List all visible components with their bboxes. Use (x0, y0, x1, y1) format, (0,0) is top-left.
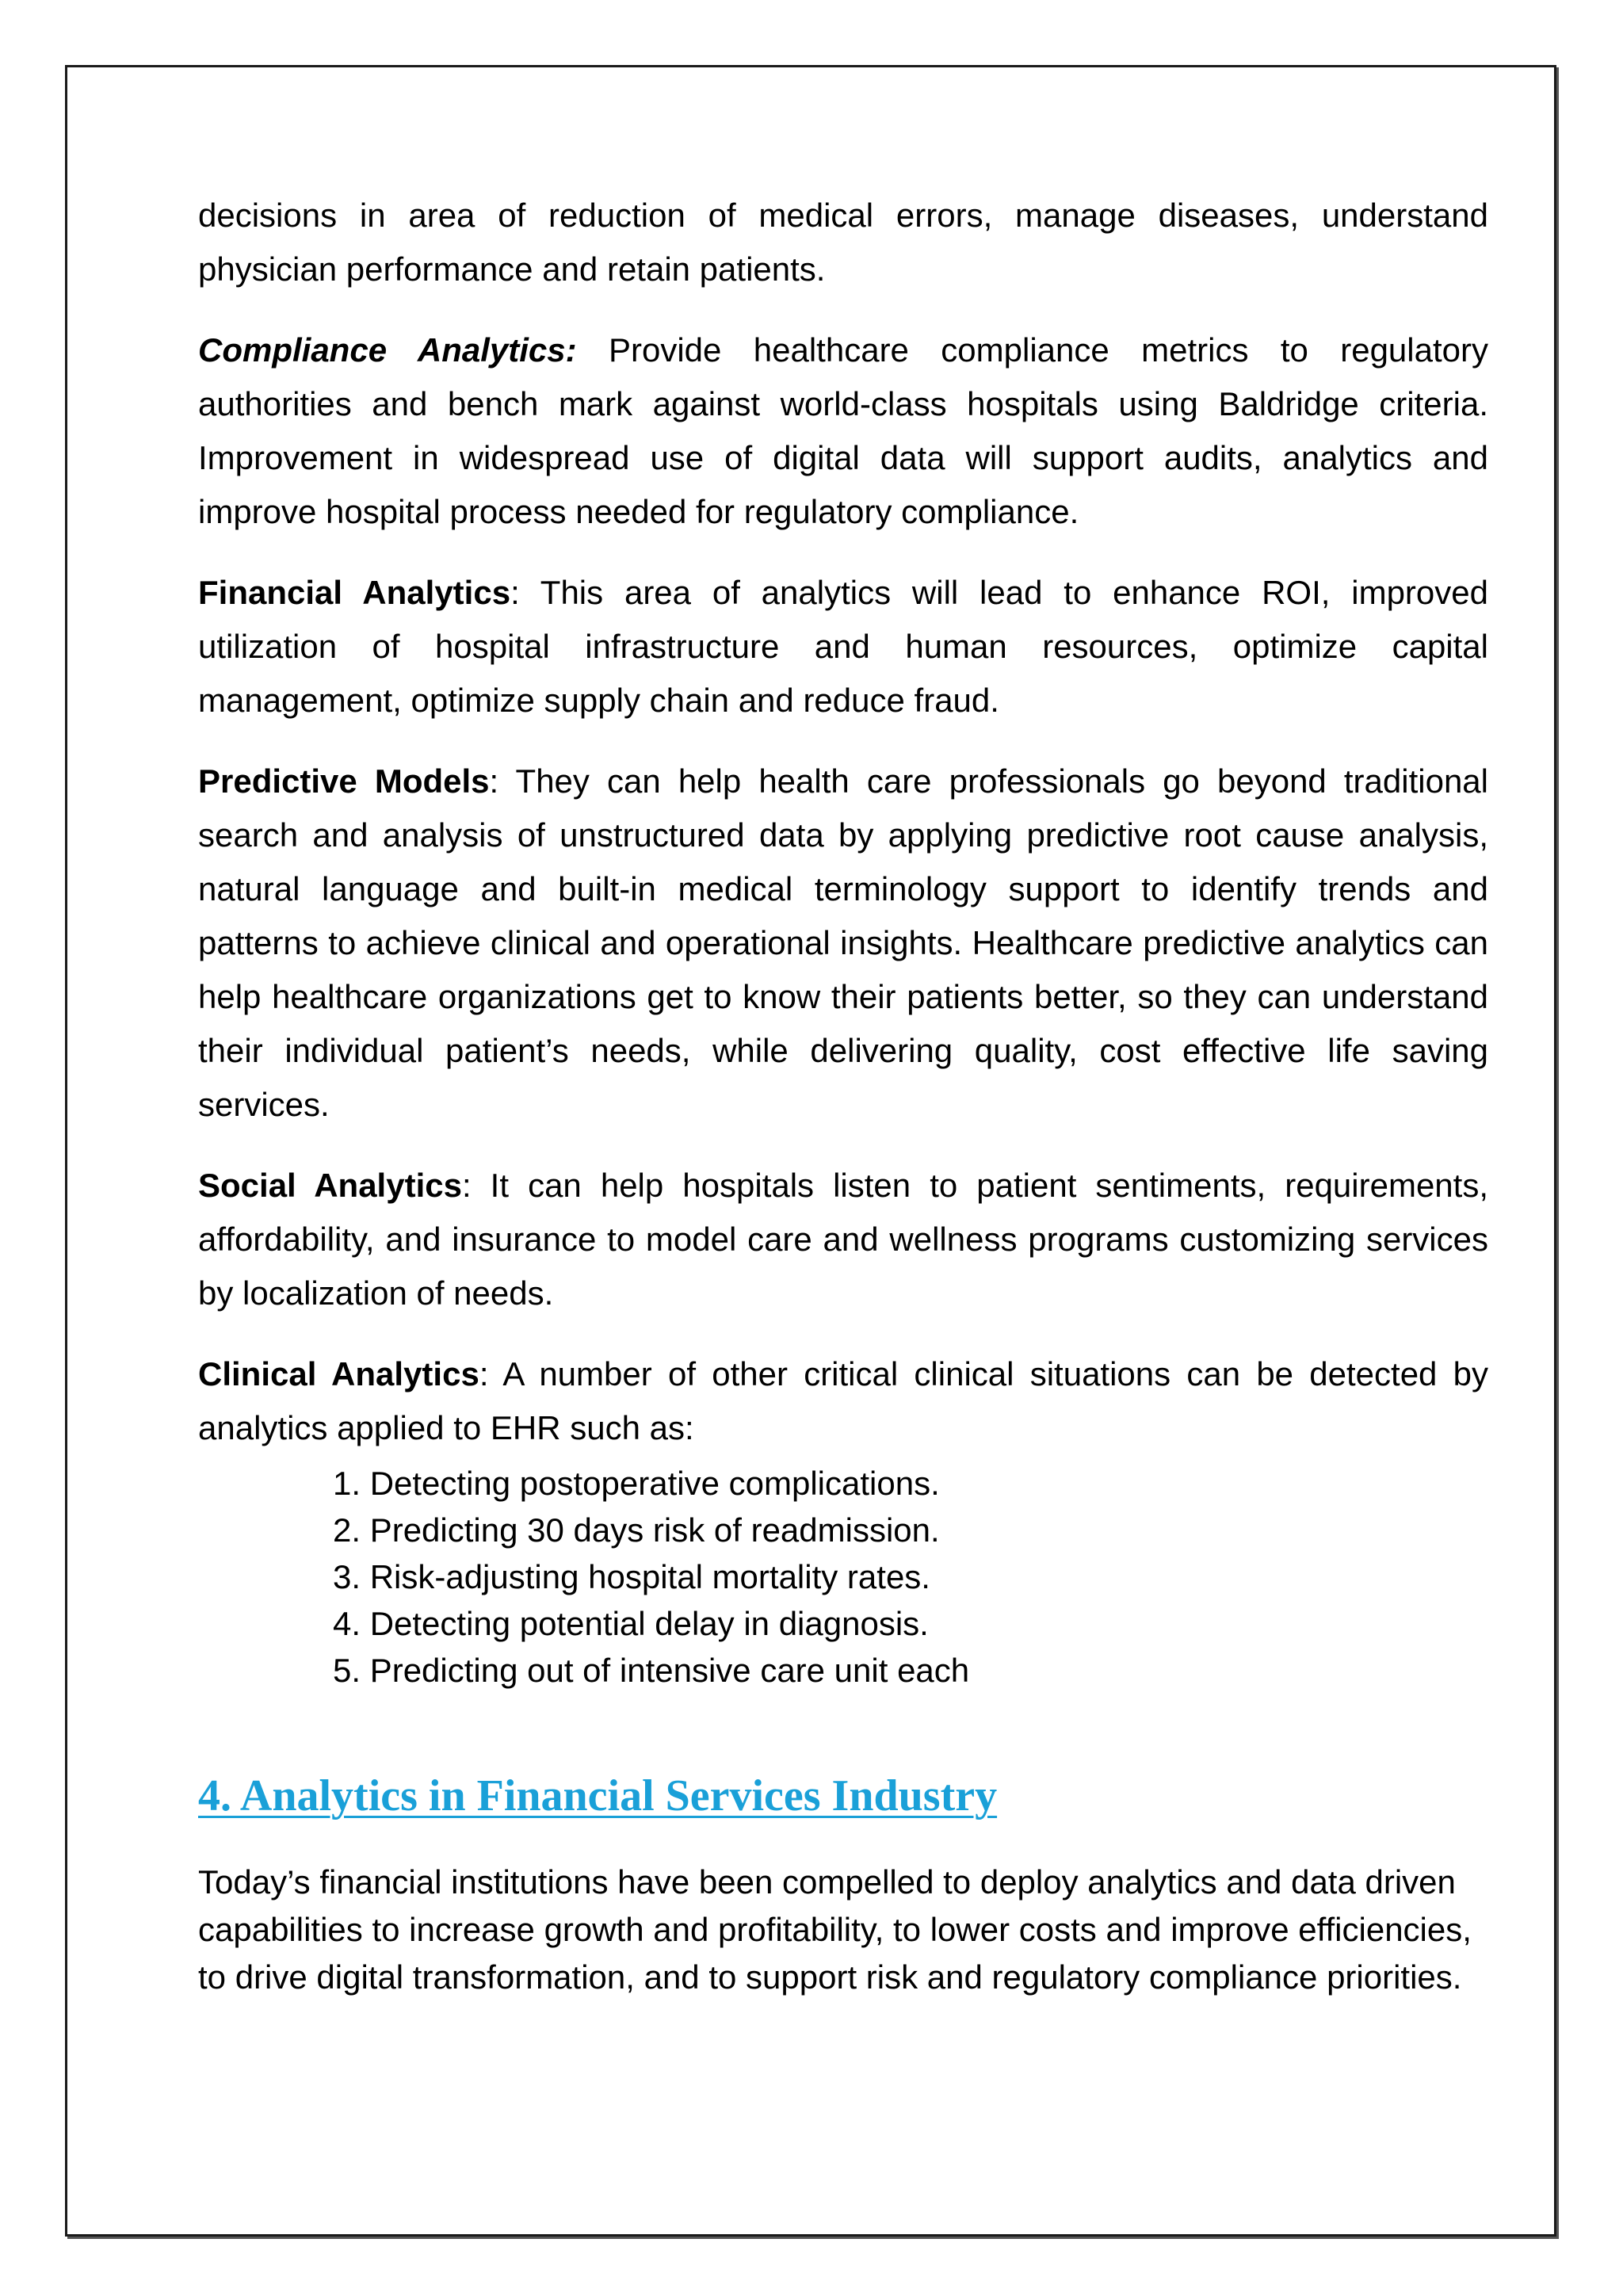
compliance-analytics-paragraph (198, 323, 1488, 539)
clinical-situations-list (198, 1460, 1488, 1694)
intro-paragraph: decisions in area of reduction of medical errors, manage diseases, understand physician performance and retain patients. (198, 197, 1488, 288)
financial-analytics-paragraph (198, 566, 1488, 728)
list-item: 2. Predicting 30 days risk of readmission. (333, 1511, 940, 1549)
financial-analytics-term: Financial Analytics (198, 574, 511, 611)
list-item: 5. Predicting out of intensive care unit each (333, 1652, 970, 1689)
predictive-models-paragraph (198, 755, 1488, 1132)
financial-services-paragraph: Today’s financial institutions have been compelled to deploy analytics and data driven capabilities to increase growth and profitability, to lower costs and improve efficiencies, to drive digital transformation, and to support risk and regulatory compliance priorities. (198, 1863, 1472, 1996)
social-analytics-text: : It can help hospitals listen to patient sentiments, requirements, affordability, and insurance to model care and wellness programs customizing services by localization of needs. (198, 1167, 1489, 1312)
list-item: 3. Risk-adjusting hospital mortality rates. (333, 1558, 930, 1595)
financial-analytics-text: : This area of analytics will lead to enhance ROI, improved utilization of hospital infrastructure and human resources, optimize capital management, optimize supply chain and reduce fraud. (198, 574, 1488, 719)
list-item: 1. Detecting postoperative complications. (333, 1465, 940, 1502)
predictive-models-text: : They can help health care professionals go beyond traditional search and analysis of unstructured data by applying predictive root cause analysis, natural language and built-in medical terminology support to identify trends and patterns to achieve clinical and operational insights. Healthcare predictive analytics can help healthcare organizations get to know their patients better, so they can understand their individual patient’s needs, while delivering quality, cost effective life saving services. (198, 762, 1488, 1123)
document-body (198, 189, 1488, 2028)
clinical-analytics-paragraph (198, 1347, 1488, 1455)
section-heading: 4. Analytics in Financial Services Industry (198, 1771, 998, 1820)
social-analytics-term: Social Analytics (198, 1167, 462, 1204)
compliance-analytics-term: Compliance Analytics: (198, 331, 577, 369)
list-item: 4. Detecting potential delay in diagnosis. (333, 1605, 929, 1642)
compliance-analytics-text: Provide healthcare compliance metrics to regulatory authorities and bench mark against world-class hospitals using Baldridge criteria. Improvement in widespread use of digital data will support audits, analytics and improve hospital process needed for regulatory compliance. (198, 331, 1488, 530)
clinical-analytics-term: Clinical Analytics (198, 1355, 479, 1392)
predictive-models-term: Predictive Models (198, 762, 490, 800)
clinical-analytics-text: : A number of other critical clinical situations can be detected by analytics applied to EHR such as: (198, 1355, 1489, 1446)
social-analytics-paragraph (198, 1159, 1488, 1320)
